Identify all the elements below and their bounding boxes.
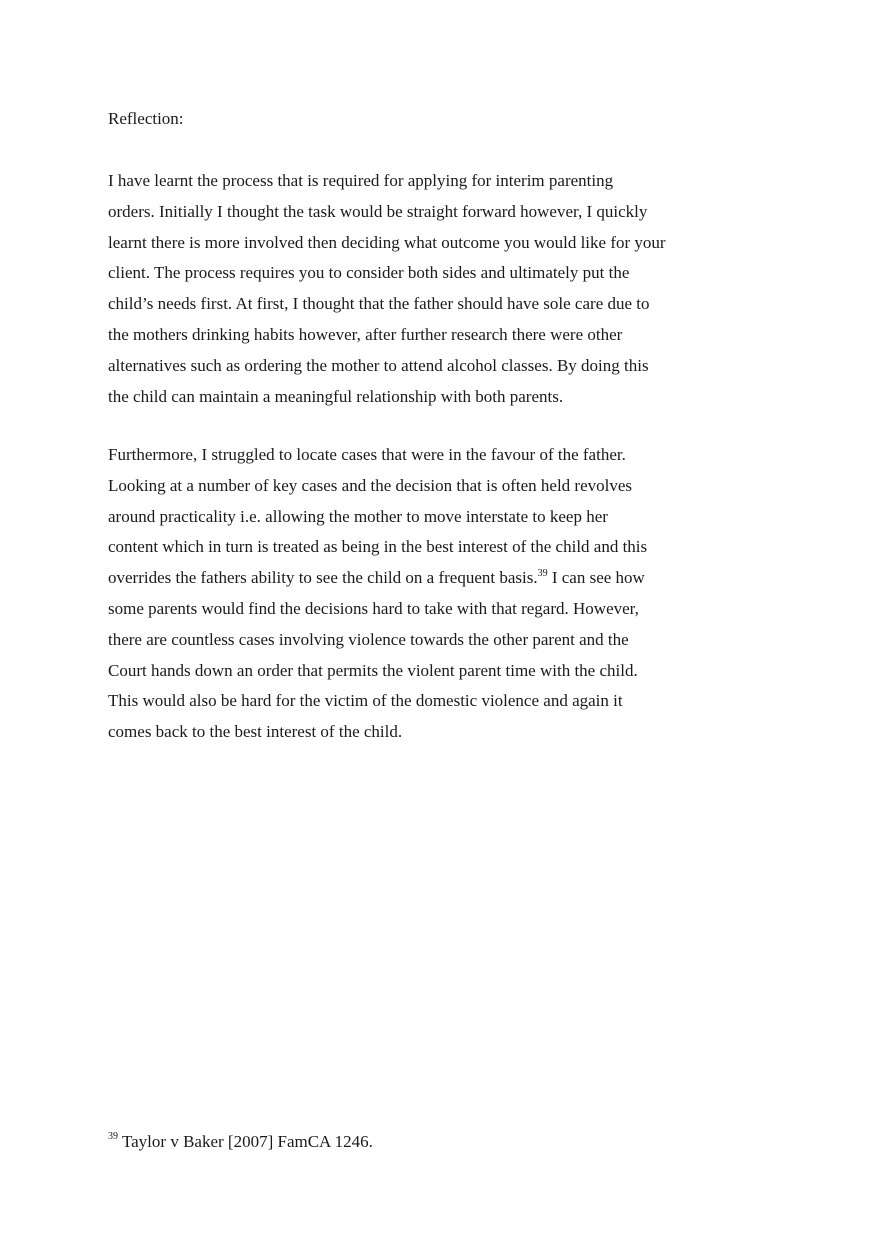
- footnote: [108, 1129, 373, 1155]
- text-line: Looking at a number of key cases and the decision that is often held revolves: [108, 475, 633, 495]
- text-line: around practicality i.e. allowing the mother to move interstate to keep her: [108, 506, 608, 526]
- section-heading: Reflection:: [108, 109, 184, 128]
- text-line: there are countless cases involving violence towards the other parent and the: [108, 629, 629, 649]
- text-line: I have learnt the process that is required for applying for interim parenting: [108, 171, 614, 190]
- text-line: Court hands down an order that permits the violent parent time with the child.: [108, 660, 638, 680]
- text-line: the mothers drinking habits however, after further research there were other: [108, 324, 623, 344]
- footnote-reference: 39: [537, 567, 548, 579]
- text-line: child’s needs first. At first, I thought that the father should have sole care due to: [108, 294, 650, 314]
- text-line: client. The process requires you to consider both sides and ultimately put the: [108, 263, 630, 283]
- text-line: alternatives such as ordering the mother to attend alcohol classes. By doing this: [108, 355, 649, 375]
- footnote-number: 39: [108, 1131, 118, 1143]
- text-fragment: I can see how: [547, 568, 645, 588]
- footnote-text: Taylor v Baker [2007] FamCA 1246.: [118, 1132, 373, 1151]
- text-line: content which in turn is treated as being in the best interest of the child and this: [108, 537, 648, 557]
- text-line: the child can maintain a meaningful relationship with both parents.: [108, 386, 564, 406]
- paragraph-1: [108, 166, 666, 412]
- text-line: Furthermore, I struggled to locate cases that were in the favour of the father.: [108, 445, 626, 464]
- text-line: learnt there is more involved then deciding what outcome you would like for your: [108, 232, 666, 252]
- text-line: some parents would find the decisions hard to take with that regard. However,: [108, 598, 639, 618]
- text-line: comes back to the best interest of the child.: [108, 722, 403, 742]
- text-line: orders. Initially I thought the task would be straight forward however, I quickly: [108, 201, 648, 221]
- paragraph-2: [108, 440, 647, 748]
- text-line: This would also be hard for the victim of the domestic violence and again it: [108, 691, 623, 711]
- text-fragment: overrides the fathers ability to see the child on a frequent basis.: [108, 568, 538, 588]
- text-line-with-footnote-ref: [108, 563, 647, 594]
